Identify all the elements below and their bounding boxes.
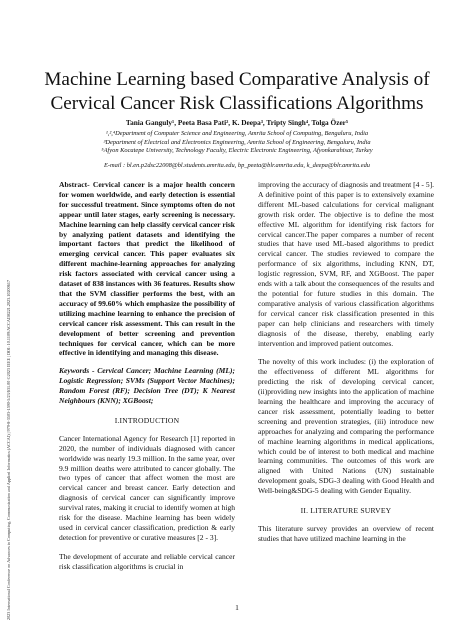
ieee-sidebar-citation (2, 60, 12, 620)
page-number: 1 (235, 603, 239, 612)
paragraph: This literature survey provides an overview of recent studies that have utilized machine learning in the (258, 524, 434, 543)
affiliation-line: ¹,²,⁴Department of Computer Science and Engineering, Amrita School of Computing, Bengaluru, India (105, 130, 369, 137)
paragraph: improving the accuracy of diagnosis and treatment [4 - 5]. A definitive point of this paper is to extensively examine different ML-based calculations for cervical malignant growth risk order. The objective is to define the most effective ML algorithm for identifying risk factors for cervical cancer.The paper compares a number of recent studies that have used ML-based algorithms to predict cervical cancer. The studies reviewed to compare the performance of six algorithms, including KNN, DT, logistic regression, SVM, RF, and XGBoost. The paper ends with a talk about the consequences of the results and the potential for future studies in this domain. The comparative analysis of various classification algorithms for cervical cancer risk classification presented in this paper can help clinicians and researchers with timely diagnosis of the disease, thereby, enabling early intervention and improved patient outcomes. (258, 180, 434, 348)
paper-title: Machine Learning based Comparative Analysis of Cervical Cancer Risk Classifications Algorithms (44, 69, 430, 114)
left-column (59, 180, 235, 572)
author-emails: E-mail : bl.en.p2dsc22008@bl.students.amrita.edu, bp_peeta@blr.amrita.edu, k_deepa@blr.amrita.edu (104, 162, 370, 169)
abstract: Abstract- Cervical cancer is a major health concern for women worldwide, and early detection is essential for successful treatment. Since symptoms often do not appear until later stages, early screening is necessary. Machine learning can help classify cervical cancer risk by analyzing patient datasets and identifying the important factors that predict the likelihood of emerging cervical cancer. This paper evaluates six different machine-learning approaches for analyzing risk factors associated with cervical cancer using a dataset of 838 instances with 36 features. Results show that the SVM classifier performs the best, with an accuracy of 99.60% which emphasize the possibility of utilizing machine learning to enhance the precision of cervical cancer risk assessment. This can result in the development of better screening and prevention techniques for cervical cancer, which can be more effective in identifying and managing this disease. (59, 180, 235, 358)
affiliations (40, 130, 434, 156)
section-heading-introduction: I.INTRODUCTION (114, 415, 180, 425)
paragraph: Cancer International Agency for Research [1] reported in 2020, the number of individuals diagnosed with cancer worldwide was nearly 19.3 million. In the same year, over 9.9 million deaths were attributed to cancer globally. The two types of cancer that affect women the most are cervical cancer and breast cancer. Early detection and diagnosis of cervical cancer can significantly improve survival rates, making it crucial to identify women at high risk for the disease. Machine learning has been widely used in cervical cancer classification, prediction & early detection for preventive or curative measures [2 - 3]. (59, 433, 235, 542)
keywords: Keywords - Cervical Cancer; Machine Learning (ML); Logistic Regression; SVMs (Support Vector Machines); Random Forest (RF); Decision Tree (DT); K Nearest Neighbours (KNN); XGBoost; (59, 366, 235, 406)
affiliation-line: ⁵Afyon Kocatepe University, Technology Faculty, Electric Electronic Engineering, Afyonkarahisar, Turkey (101, 147, 373, 154)
right-column (258, 180, 434, 544)
section-heading-literature-survey: II. LITERATURE SURVEY (300, 506, 392, 516)
author-list: Tania Ganguly¹, Peeta Basa Pati², K. Deepa³, Tripty Singh⁴, Tolga Özer⁵ (125, 118, 349, 127)
paragraph: The novelty of this work includes: (i) the exploration of the effectiveness of different ML algorithms for predicting the risk of developing cervical cancer, (ii)providing new insights into the application of machine learning the healthcare and improving the accuracy of cancer risk assessment, potentially leading to better screening and prevention strategies, (iii) introduce new approaches for analyzing and comparing the performance of machine learning algorithms in medical applications, which could be of interest to both medical and machine learning communities. The outcomes of this work are aligned with United Nations (UN) sustainable development goals, SDG-3 dealing with Good Health and Well-being&SDG-5 dealing with Gender Equality. (258, 357, 434, 496)
paragraph: The development of accurate and reliable cervical cancer risk classification algorithms is crucial in (59, 551, 235, 571)
sidebar-citation-text: 2023 International Conference on Advances in Computing, Communication and Applied Informatics (ACCAI) | 979-8-3503-1590-5/23/$31.00 ©2023 IEEE | DOI: 10.1109/ACCAI58221.2023.10200617 (6, 279, 11, 620)
affiliation-line: ³Department of Electrical and Electronics Engineering, Amrita School of Engineering, Bengaluru, India (103, 138, 371, 146)
